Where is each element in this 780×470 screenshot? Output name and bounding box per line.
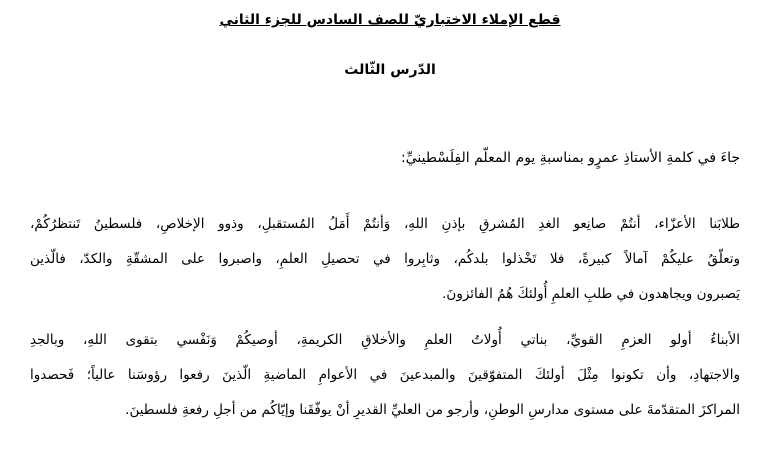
paragraph-2-line-1: الأبناءُ أولو العزمِ القويِّ، بناتي أُولاتُ العلمِ والأخلاقِ الكريمةِ، أوصيكُمْ وَنَفْسي بتقوى اللهِ، وبالجدِ [30,332,740,348]
paragraph-1-line-3: يَصبرون ويجاهدون في طلبِ العلمِ أُولئكَ هُمُ الفائزونَ. [442,286,740,302]
paragraph-2-line-2: والاجتهادِ، وأن تكونوا مِثْلَ أولئكَ المتفوّقينَ والمبدعينَ في الأعوامِ الماضيةِ الّذينَ رفعوا رؤوسَنا عالياً؛ فَحصدوا [30,367,740,383]
paragraph-1 [30,207,740,312]
paragraph-2-line-3: المراكزَ المتقدّمةَ على مستوى مدارسِ الوطنِ، وأرجو من العليِّ القديرِ أنْ يوفّقَنا وإيّاكُم من أجلِ رفعةِ فلسطينَ. [125,402,740,418]
intro-line: جاءَ في كلمةِ الأستاذِ عمرٍو بمناسبةِ يوم المعلّم الفِلَسْطينيِّ: [400,150,740,166]
paragraph-2 [30,323,740,428]
document-title: قطع الإملاء الاختباريّ للصف السادس للجزء الثاني [219,12,561,28]
lesson-title: الدّرس الثّالث [344,62,436,78]
paragraph-1-line-1: طلابَنا الأعزّاء، أنتُمْ صانِعو الغدِ المُشرقِ بإذنِ اللهِ، وَأنتُمْ أَمَلُ المُستقبلِ، وذوو الإخلاصِ، فلسطينُ تَنتظرُكُمْ، [30,216,740,232]
paragraph-1-line-2: وتعلّقُ عليكُمْ آمالاً كبيرةً، فلا تَخْذلوا بلدكُم، وثابِروا في تحصيلِ العلمِ، واصبروا على المشقّةِ والكدّ، فالّذين [30,251,740,267]
